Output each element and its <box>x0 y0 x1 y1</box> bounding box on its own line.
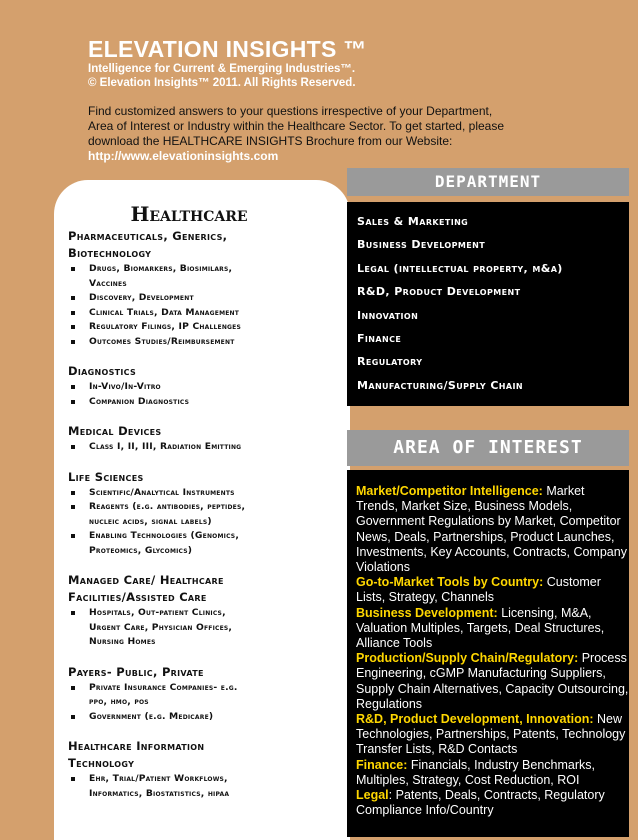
healthcare-section <box>68 228 338 349</box>
list-item: Nursing Homes <box>89 636 156 647</box>
interest-text: Process Engineering, cGMP Manufacturing Suppliers, Supply Chain Alternatives, Capacity Outsourcing, Regulations <box>356 651 629 711</box>
healthcare-title: Healthcare <box>130 202 248 226</box>
interest-item <box>356 651 629 712</box>
section-heading: Medical Devices <box>68 424 162 438</box>
list-item: Vaccines <box>89 277 127 289</box>
healthcare-section <box>68 738 338 801</box>
list-item: Proteomics, Glycomics) <box>89 544 193 556</box>
tagline: Intelligence for Current & Emerging Industries™. <box>88 63 356 75</box>
section-heading: Pharmaceuticals, Generics, <box>68 229 228 243</box>
list-item: In-Vivo/In-Vitro <box>68 380 338 395</box>
interest-text: : Patents, Deals, Contracts, Regulatory Compliance Info/Country <box>356 788 605 818</box>
list-item: Reagents (e.g. antibodies, peptides, <box>68 500 338 515</box>
section-heading: Managed Care/ Healthcare <box>68 573 224 587</box>
interest-heading: R&D, Product Development, Innovation: <box>356 712 594 727</box>
section-list <box>68 380 338 409</box>
healthcare-section <box>68 423 338 455</box>
interest-heading: Business Development: <box>356 605 498 620</box>
list-item: Private Insurance Companies- e.g. <box>68 681 338 696</box>
department-list <box>347 202 629 397</box>
list-item: Outcomes Studies/Reimbursement <box>68 335 338 350</box>
healthcare-panel <box>54 180 350 840</box>
list-item: Class I, II, III, Radiation Emitting <box>68 440 338 455</box>
department-item: Legal (intellectual property, m&a) <box>357 261 563 275</box>
interest-heading: Finance: <box>356 757 408 772</box>
list-item: Companion Diagnostics <box>68 395 338 410</box>
interest-text: New Technologies, Partnerships, Patents, Technology Transfer Lists, R&D Contacts <box>356 712 626 757</box>
department-label: DEPARTMENT <box>347 168 629 196</box>
list-item: Discovery, Development <box>68 291 338 306</box>
interest-heading: Legal <box>356 788 389 803</box>
section-heading: Diagnostics <box>68 364 137 378</box>
list-item: nucleic acids, signal labels) <box>89 515 212 527</box>
department-item: Business Development <box>357 238 486 252</box>
list-item: Enabling Technologies (Genomics, <box>68 529 338 544</box>
page-title: ELEVATION INSIGHTS ™ <box>88 36 367 62</box>
list-item: Drugs, Biomarkers, Biosimilars, <box>68 262 338 277</box>
section-list <box>68 486 338 559</box>
intro-text <box>88 104 628 149</box>
interest-item <box>356 758 629 788</box>
website-link[interactable]: http://www.elevationinsights.com <box>88 149 279 163</box>
interest-text: Financials, Industry Benchmarks, Multiples, Strategy, Cost Reduction, ROI <box>356 757 595 787</box>
list-item: Scientific/Analytical Instruments <box>68 486 338 501</box>
department-item: Innovation <box>357 308 419 322</box>
intro-line: Find customized answers to your questions irrespective of your Department, <box>88 104 493 118</box>
department-item: Manufacturing/Supply Chain <box>357 378 523 392</box>
area-of-interest-panel <box>347 470 629 837</box>
department-panel <box>347 202 629 406</box>
healthcare-section <box>68 664 338 725</box>
interest-text: Market Trends, Market Size, Business Models, Government Regulations by Market, Competitor News, Deals, Partnerships, Product Launches, Investments, Key Accounts, Contracts, Company Violations <box>356 484 627 575</box>
department-item: Regulatory <box>357 355 423 369</box>
healthcare-section <box>68 572 338 650</box>
interest-heading: Market/Competitor Intelligence: <box>356 484 543 498</box>
interest-item <box>356 788 629 818</box>
section-heading: Payers- Public, Private <box>68 664 204 679</box>
intro-line: download the HEALTHCARE INSIGHTS Brochure from our Website: <box>88 134 453 148</box>
area-of-interest-list <box>347 470 629 818</box>
interest-item <box>356 606 629 652</box>
area-of-interest-label: AREA OF INTEREST <box>347 430 629 466</box>
copyright: © Elevation Insights™ 2011. All Rights Reserved. <box>88 77 356 89</box>
list-item: Clinical Trials, Data Management <box>68 306 338 321</box>
department-item: Sales & Marketing <box>357 215 469 228</box>
list-item: Informatics, Biostatistics, hipaa <box>89 787 230 799</box>
section-heading: Healthcare Information <box>68 739 205 753</box>
section-list <box>68 772 338 801</box>
list-item: Regulatory Filings, IP Challenges <box>68 320 338 335</box>
healthcare-sections <box>68 228 338 815</box>
interest-heading: Production/Supply Chain/Regulatory: <box>356 651 579 666</box>
department-item: Finance <box>357 331 402 345</box>
section-list <box>68 606 338 650</box>
intro-line: Area of Interest or Industry within the Healthcare Sector. To get started, please <box>88 119 505 133</box>
section-heading: Technology <box>68 756 135 770</box>
list-item: Government (e.g. Medicare) <box>68 710 338 725</box>
interest-item <box>356 575 629 605</box>
list-item: Hospitals, Out-patient Clinics, <box>68 606 338 621</box>
interest-text: Customer Lists, Strategy, Channels <box>356 575 601 605</box>
department-item: R&D, Product Development <box>357 285 521 299</box>
section-list <box>68 262 338 349</box>
list-item: Urgent Care, Physician Offices, <box>89 621 233 633</box>
section-list <box>68 440 338 455</box>
interest-item <box>356 712 629 758</box>
interest-heading: Go-to-Market Tools by Country: <box>356 575 544 590</box>
interest-text: Licensing, M&A, Valuation Multiples, Targets, Deal Structures, Alliance Tools <box>356 605 605 651</box>
list-item: ppo, hmo, pos <box>89 696 149 707</box>
healthcare-section <box>68 363 338 409</box>
healthcare-section <box>68 469 338 559</box>
header <box>88 36 628 163</box>
section-list <box>68 681 338 725</box>
section-heading: Facilities/Assisted Care <box>68 590 207 604</box>
list-item: Ehr, Trial/Patient Workflows, <box>68 772 338 787</box>
interest-item <box>356 484 629 575</box>
section-heading: Biotechnology <box>68 246 152 260</box>
section-heading: Life Sciences <box>68 469 144 484</box>
